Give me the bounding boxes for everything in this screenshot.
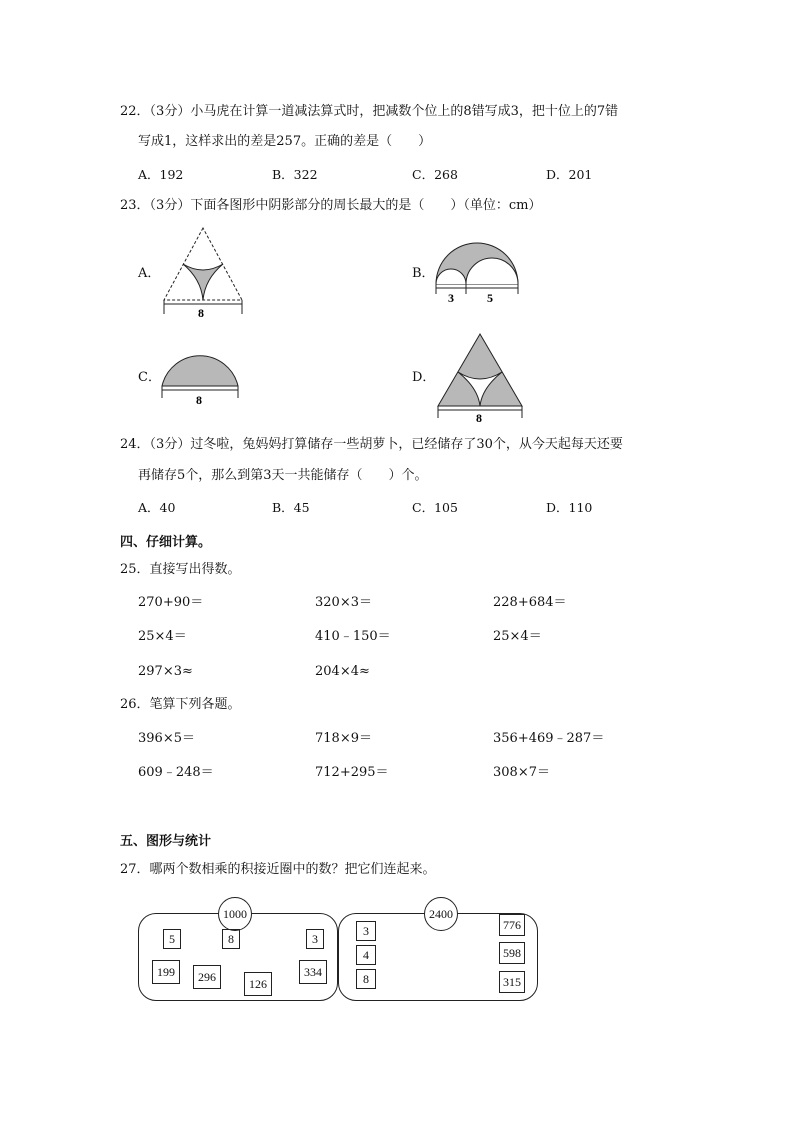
q27-number-box[interactable]: 4 [356,945,376,965]
figure-b-dim1: 3 [448,291,454,305]
q27-number-box[interactable]: 5 [163,929,181,949]
figure-d-dim: 8 [476,411,482,424]
q26-item: 356+469﹣287＝ [493,731,605,746]
q25-item: 320×3＝ [315,595,372,610]
q27-stem: 27．哪两个数相乘的积接近圈中的数？把它们连起来。 [120,862,436,877]
q27-number-box[interactable]: 126 [244,972,272,996]
q23-stem: 23．（3分）下面各图形中阴影部分的周长最大的是（ ）（单位：cm） [120,198,542,213]
q25-stem: 25．直接写出得数。 [120,562,241,577]
figure-c [158,342,242,406]
q26-item: 308×7＝ [493,765,550,780]
q23-label-c: C． [138,370,161,385]
q22-option-b: B．322 [272,167,318,182]
q24-option-b: B．45 [272,500,310,515]
q26-item: 712+295＝ [315,765,389,780]
figure-a [160,224,250,320]
q27-number-box[interactable]: 776 [499,914,525,936]
q23-label-d: D． [412,370,436,385]
q26-stem: 26．笔算下列各题。 [120,697,241,712]
q23-label-b: B． [412,266,435,281]
section5-heading: 五、图形与统计 [120,834,212,849]
section4-heading: 四、仔细计算。 [120,535,212,550]
q22-option-a: A．192 [138,167,184,182]
q24-line2: 再储存5个，那么到第3天一共能储存（ ）个。 [138,468,428,483]
q27-number-box[interactable]: 3 [306,929,324,949]
q26-item: 718×9＝ [315,731,372,746]
figure-a-dim: 8 [198,306,204,320]
figure-b-dim2: 5 [487,291,493,305]
q27-number-box[interactable]: 334 [299,960,327,984]
q27-number-box[interactable]: 199 [152,960,180,984]
q22-option-c: C．268 [412,167,458,182]
q22-line1: 22．（3分）小马虎在计算一道减法算式时，把减数个位上的8错写成3，把十位上的7错 [120,104,619,119]
q24-line1: 24．（3分）过冬啦，兔妈妈打算储存一些胡萝卜，已经储存了30个，从今天起每天还要 [120,437,623,452]
q26-item: 609﹣248＝ [138,765,214,780]
q22-option-d: D．201 [546,167,593,182]
q25-item: 25×4＝ [493,629,542,644]
figure-d [434,330,526,424]
q22-line2: 写成1，这样求出的差是257。正确的差是（ ） [138,134,432,149]
q26-item: 396×5＝ [138,731,195,746]
figure-b [432,228,522,306]
figure-c-dim: 8 [196,393,202,406]
q27-right-target: 2400 [424,897,458,931]
q27-number-box[interactable]: 598 [499,942,525,964]
q27-left-target: 1000 [218,897,252,931]
q24-option-c: C．105 [412,500,458,515]
q24-option-d: D．110 [546,500,593,515]
q27-number-box[interactable]: 8 [356,969,376,989]
q23-label-a: A． [138,266,161,281]
q27-number-box[interactable]: 296 [193,965,221,989]
q27-number-box[interactable]: 315 [499,971,525,993]
q25-item: 297×3≈ [138,664,193,679]
q25-item: 270+90＝ [138,595,204,610]
q27-number-box[interactable]: 3 [356,921,376,941]
q24-option-a: A．40 [138,500,176,515]
q25-item: 228+684＝ [493,595,567,610]
q27-number-box[interactable]: 8 [222,929,240,949]
q25-item: 204×4≈ [315,664,370,679]
q25-item: 25×4＝ [138,629,187,644]
q25-item: 410﹣150＝ [315,629,391,644]
